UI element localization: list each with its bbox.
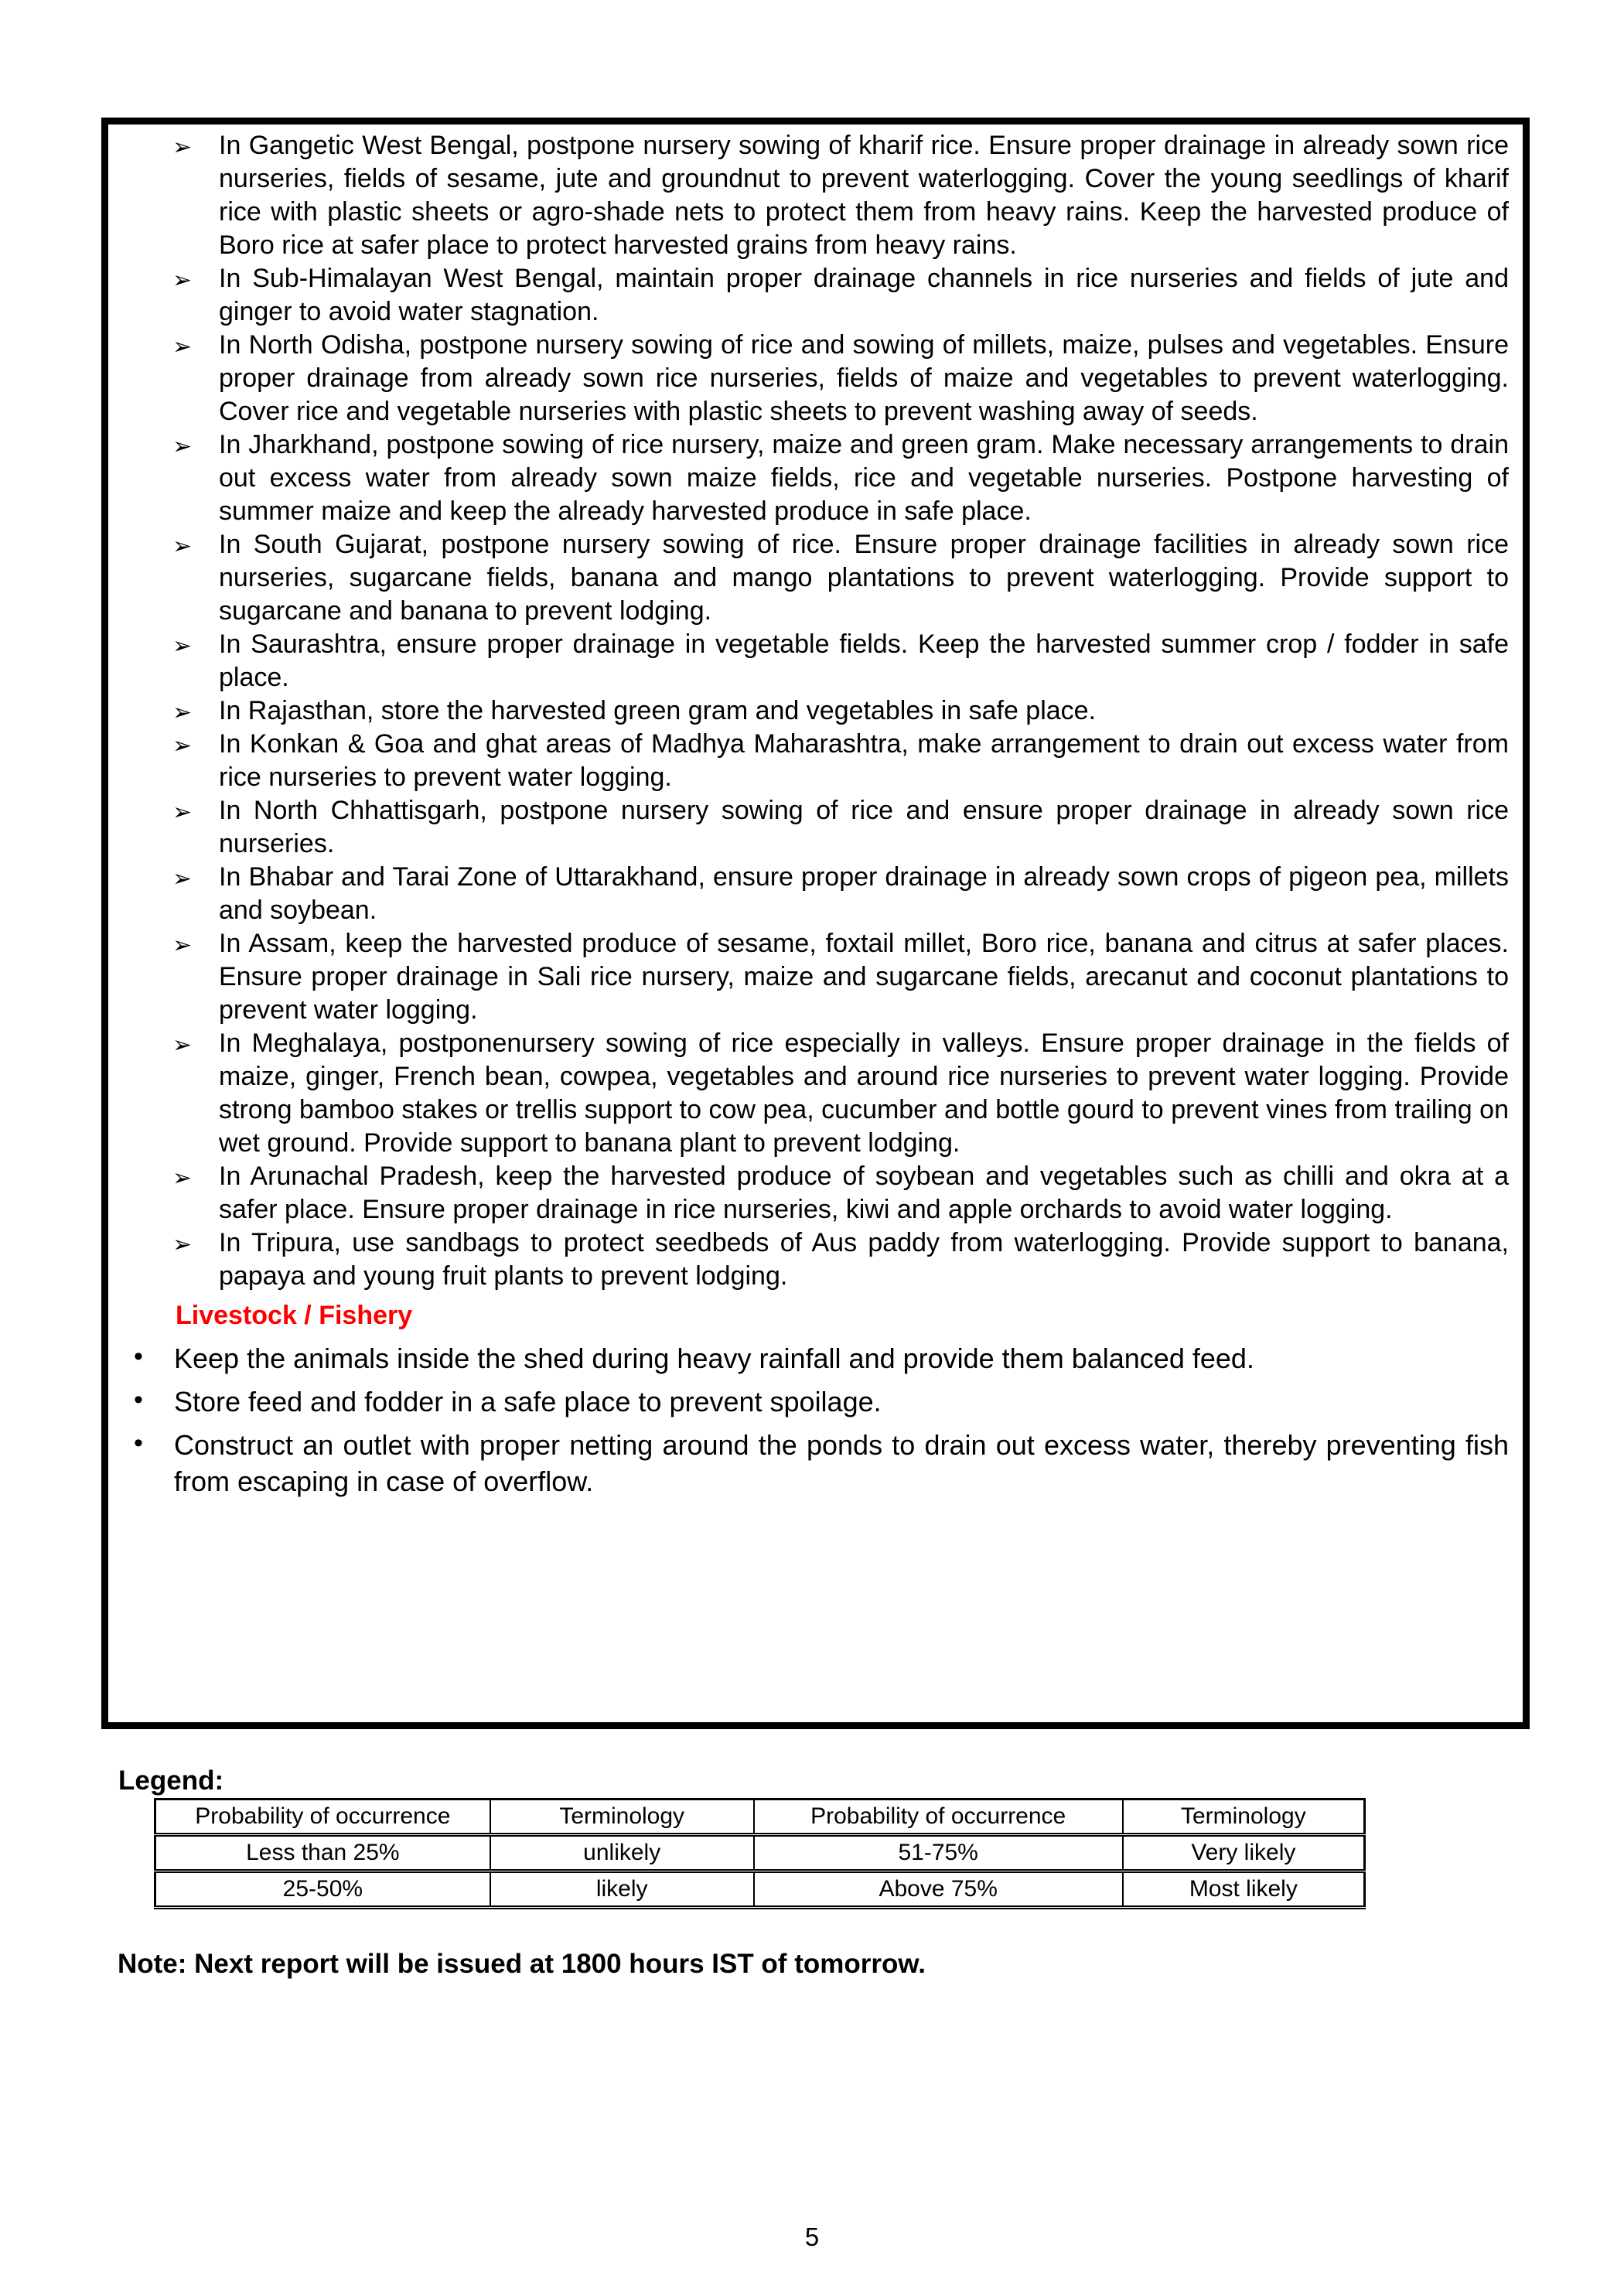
livestock-item-text: Store feed and fodder in a safe place to prevent spoilage. xyxy=(174,1386,882,1418)
arrow-bullet-icon: ➢ xyxy=(172,434,193,459)
legend-cell: Above 75% xyxy=(754,1871,1123,1908)
arrow-bullet-icon: ➢ xyxy=(172,800,193,825)
advisory-item-text: In Bhabar and Tarai Zone of Uttarakhand, ensure proper drainage in already sown crops of pigeon pea, millets and soybean. xyxy=(219,862,1509,925)
advisory-item-text: In Arunachal Pradesh, keep the harvested produce of soybean and vegetables such as chilli and okra at a safer place. Ensure proper drainage in rice nurseries, kiwi and apple orchards to avoid water logging. xyxy=(219,1162,1509,1224)
advisory-item-text: In Konkan & Goa and ghat areas of Madhya Maharashtra, make arrangement to drain out excess water from rice nurseries to prevent water logging. xyxy=(219,729,1509,792)
note-text: Note: Next report will be issued at 1800 hours IST of tomorrow. xyxy=(118,1949,926,1979)
advisory-item xyxy=(108,927,1509,1027)
page-number: 5 xyxy=(804,2223,820,2251)
dot-bullet-icon: • xyxy=(134,1428,143,1458)
legend-cell: unlikely xyxy=(490,1835,754,1871)
advisory-item xyxy=(108,1027,1509,1160)
advisory-item xyxy=(108,1160,1509,1226)
advisory-item xyxy=(108,628,1509,694)
table-row xyxy=(155,1835,1365,1871)
dot-bullet-icon: • xyxy=(134,1385,143,1414)
livestock-fishery-heading: Livestock / Fishery xyxy=(176,1301,413,1330)
advisory-item xyxy=(108,428,1509,528)
advisory-item-text: In Tripura, use sandbags to protect seedbeds of Aus paddy from waterlogging. Provide support to banana, papaya and young fruit plants to prevent lodging. xyxy=(219,1228,1509,1291)
legend-header-cell: Terminology xyxy=(1123,1800,1365,1835)
livestock-item-text: Construct an outlet with proper netting around the ponds to drain out excess water, thereby preventing fish from escaping in case of overflow. xyxy=(174,1429,1509,1497)
legend-cell: 51-75% xyxy=(754,1835,1123,1871)
arrow-bullet-icon: ➢ xyxy=(172,933,193,958)
advisory-item xyxy=(108,262,1509,329)
legend-cell: Most likely xyxy=(1123,1871,1365,1908)
advisory-item xyxy=(108,728,1509,794)
advisory-item-text: In Saurashtra, ensure proper drainage in vegetable fields. Keep the harvested summer crop / fodder in safe place. xyxy=(219,629,1509,692)
advisory-item-text: In Meghalaya, postponenursery sowing of rice especially in valleys. Ensure proper drainage in the fields of maize, ginger, French bean, cowpea, vegetables and around rice nurseries to prevent water logging. Provide strong bamboo stakes or trellis support to cow pea, cucumber and bottle gourd to prevent vines from trailing on wet ground. Provide support to banana plant to prevent lodging. xyxy=(219,1029,1509,1158)
arrow-bullet-icon: ➢ xyxy=(172,700,193,725)
crop-advisory-list xyxy=(108,129,1509,1293)
advisory-item-text: In Sub-Himalayan West Bengal, maintain proper drainage channels in rice nurseries and fields of jute and ginger to avoid water stagnation. xyxy=(219,264,1509,326)
arrow-bullet-icon: ➢ xyxy=(172,1032,193,1058)
advisory-item-text: In North Chhattisgarh, postpone nursery sowing of rice and ensure proper drainage in already sown rice nurseries. xyxy=(219,796,1509,858)
advisory-item-text: In Assam, keep the harvested produce of sesame, foxtail millet, Boro rice, banana and citrus at safer places. Ensure proper drainage in Sali rice nursery, maize and sugarcane fields, arecanut and coconut plantations to prevent water logging. xyxy=(219,929,1509,1025)
arrow-bullet-icon: ➢ xyxy=(172,534,193,559)
advisory-item-text: In North Odisha, postpone nursery sowing of rice and sowing of millets, maize, pulses and vegetables. Ensure proper drainage from already sown rice nurseries, fields of maize and vegetables to prevent waterlogging. Cover rice and vegetable nurseries with plastic sheets to prevent washing away of seeds. xyxy=(219,330,1509,426)
legend-header-cell: Probability of occurrence xyxy=(754,1800,1123,1835)
advisory-item xyxy=(108,1226,1509,1293)
advisory-item-text: In Rajasthan, store the harvested green gram and vegetables in safe place. xyxy=(219,696,1097,725)
arrow-bullet-icon: ➢ xyxy=(172,135,193,160)
table-row xyxy=(155,1871,1365,1908)
legend-cell: likely xyxy=(490,1871,754,1908)
legend-header-cell: Probability of occurrence xyxy=(155,1800,490,1835)
list-item xyxy=(108,1383,1509,1420)
list-item xyxy=(108,1427,1509,1499)
arrow-bullet-icon: ➢ xyxy=(172,633,193,659)
arrow-bullet-icon: ➢ xyxy=(172,334,193,360)
legend-header-cell: Terminology xyxy=(490,1800,754,1835)
legend-table xyxy=(154,1798,1366,1909)
table-row xyxy=(155,1800,1365,1835)
advisory-item xyxy=(108,794,1509,861)
dot-bullet-icon: • xyxy=(134,1342,143,1371)
advisory-item-text: In Gangetic West Bengal, postpone nursery sowing of kharif rice. Ensure proper drainage in already sown rice nurseries, fields of sesame, jute and groundnut to prevent waterlogging. Cover the young seedlings of kharif rice with plastic sheets or agro-shade nets to protect them from heavy rains. Keep the harvested produce of Boro rice at safer place to protect harvested grains from heavy rains. xyxy=(219,131,1509,260)
advisory-item xyxy=(108,694,1509,728)
advisory-item xyxy=(108,129,1509,262)
legend-cell: 25-50% xyxy=(155,1871,490,1908)
list-item xyxy=(108,1340,1509,1377)
arrow-bullet-icon: ➢ xyxy=(172,1165,193,1191)
advisory-item xyxy=(108,329,1509,428)
advisory-box xyxy=(101,118,1530,1729)
advisory-item xyxy=(108,861,1509,927)
legend-cell: Very likely xyxy=(1123,1835,1365,1871)
advisory-item-text: In South Gujarat, postpone nursery sowing of rice. Ensure proper drainage facilities in already sown rice nurseries, sugarcane fields, banana and mango plantations to prevent waterlogging. Provide support to sugarcane and banana to prevent lodging. xyxy=(219,530,1509,626)
legend-title: Legend: xyxy=(118,1765,224,1796)
arrow-bullet-icon: ➢ xyxy=(172,1232,193,1257)
advisory-item xyxy=(108,528,1509,628)
legend-cell: Less than 25% xyxy=(155,1835,490,1871)
arrow-bullet-icon: ➢ xyxy=(172,268,193,293)
livestock-list xyxy=(108,1340,1509,1499)
arrow-bullet-icon: ➢ xyxy=(172,733,193,759)
advisory-item-text: In Jharkhand, postpone sowing of rice nursery, maize and green gram. Make necessary arrangements to drain out excess water from already sown maize fields, rice and vegetable nurseries. Postpone harvesting of summer maize and keep the already harvested produce in safe place. xyxy=(219,430,1509,526)
livestock-item-text: Keep the animals inside the shed during heavy rainfall and provide them balanced feed. xyxy=(174,1342,1254,1374)
arrow-bullet-icon: ➢ xyxy=(172,866,193,892)
